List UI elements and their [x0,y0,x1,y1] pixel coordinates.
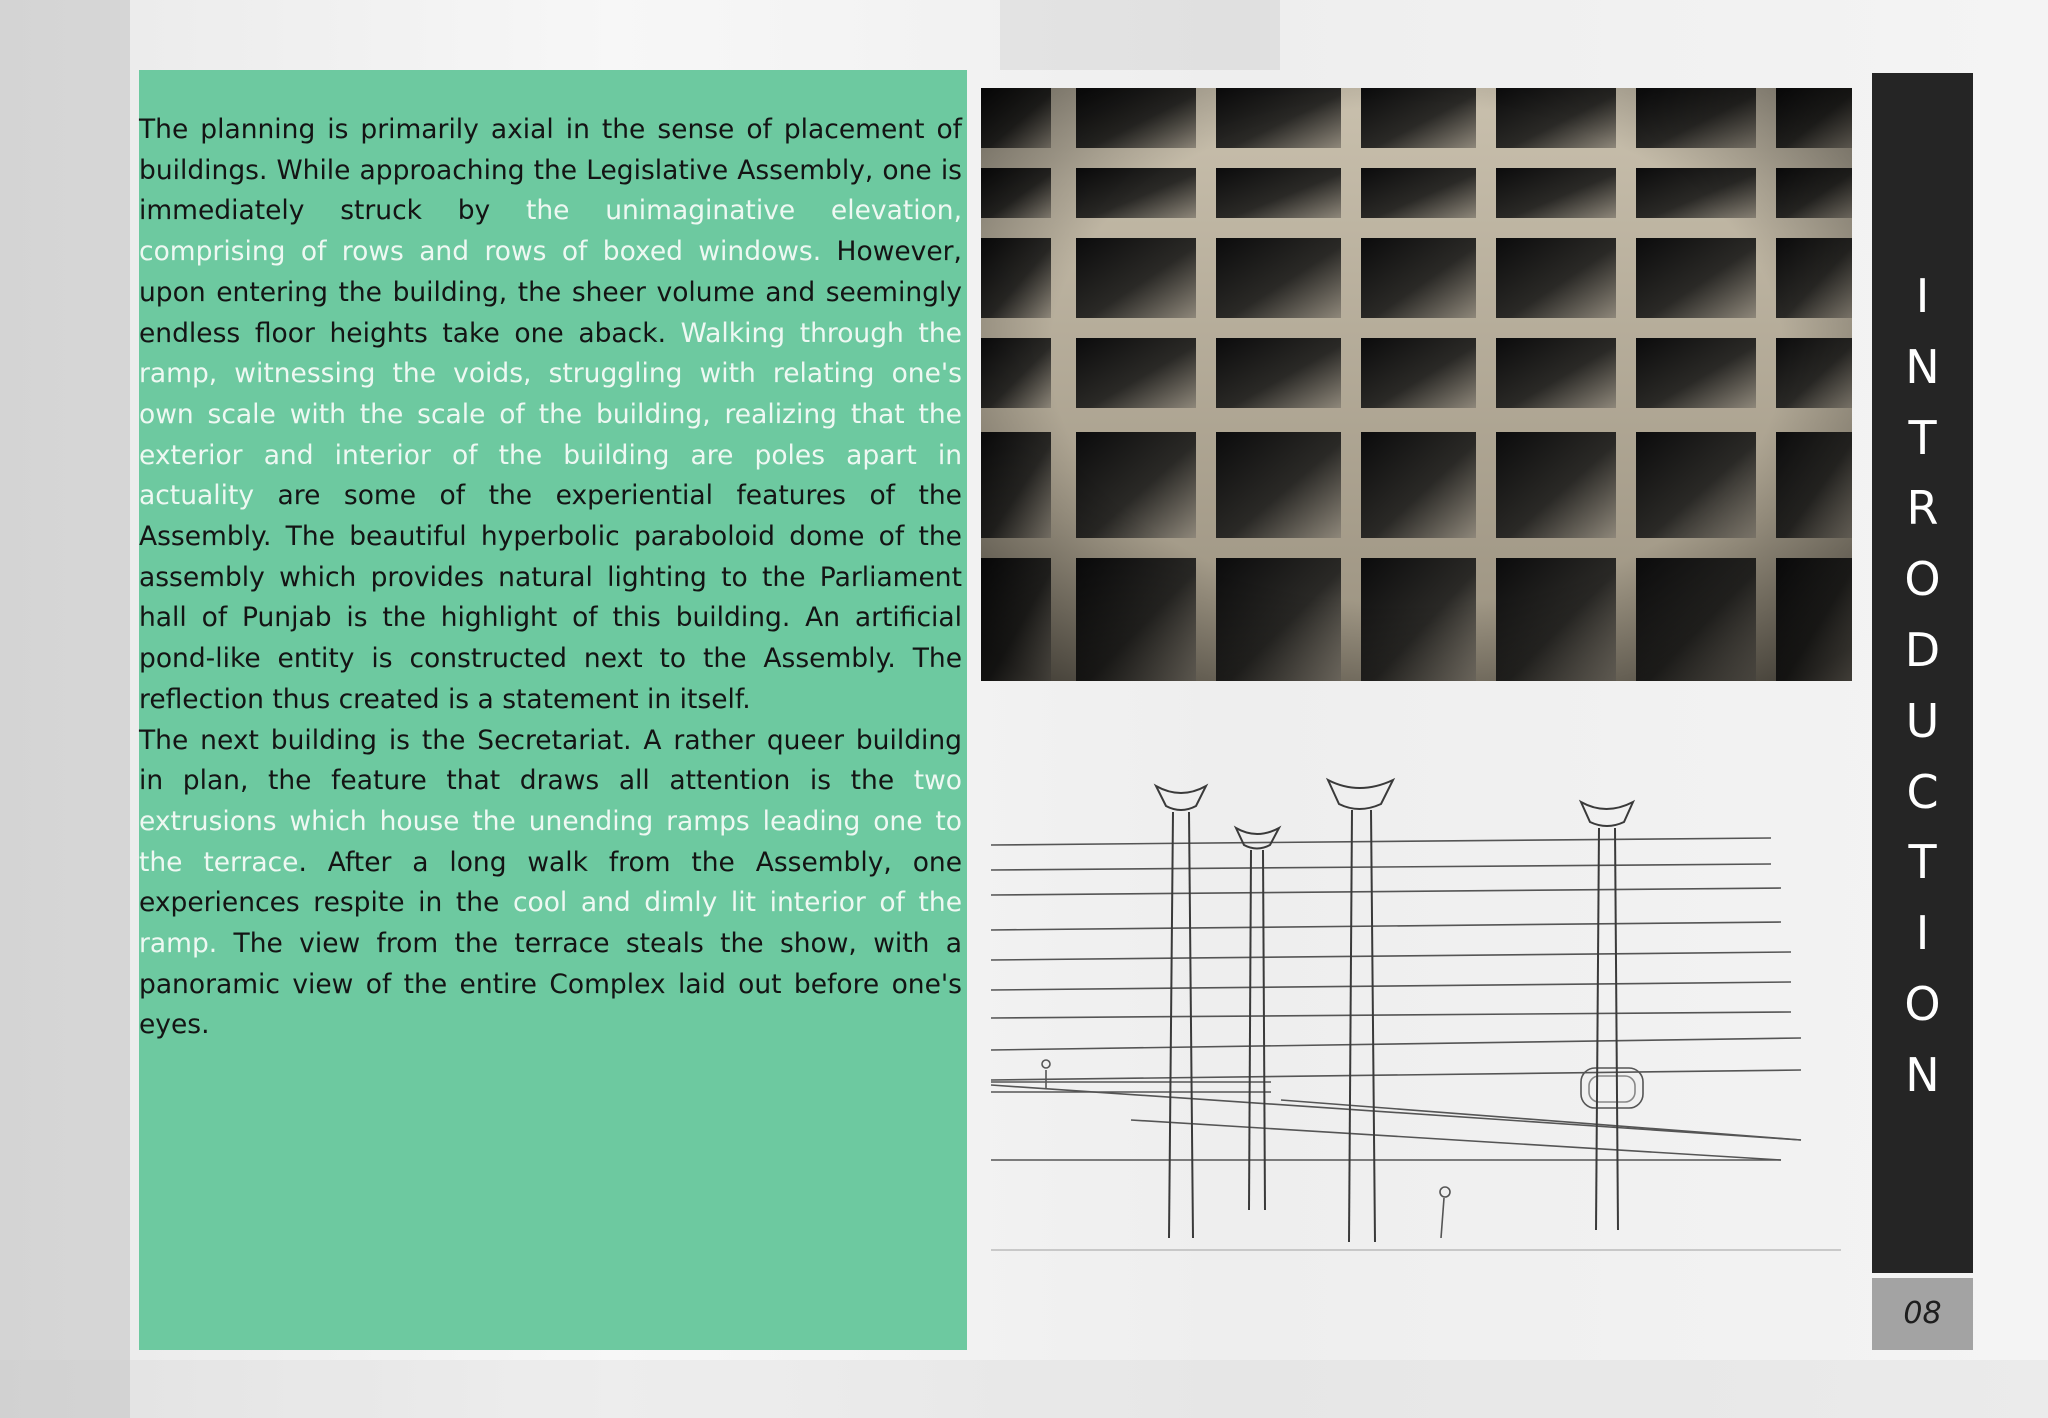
section-sidebar [1872,73,1973,1273]
highlighted-text: the unimaginative elevation, comprising of rows and rows of boxed windows. [139,195,962,268]
text-segment: The planning is primarily axial in the sense of placement of buildings. While approaching the Legislative Assembly, one is immediately struck by [139,114,962,227]
highlighted-text: cool and dimly lit interior of the ramp. [139,887,963,960]
secretariat-sketch-image [981,690,1852,1290]
background-beam [1000,0,1280,70]
section-title: I N T R O D U C T I O N [1904,269,1941,1102]
text-segment: The next building is the Secretariat. A rather queer building in plan, the feature that draws all attention is the [139,724,962,797]
background-beam [0,1360,2048,1418]
background-beam [0,0,130,1418]
facade-photo [981,88,1852,681]
text-segment: However, upon entering the building, the sheer volume and seemingly endless floor heights take one aback. [139,236,962,349]
body-text [139,110,962,1046]
text-segment: The view from the terrace steals the show, with a panoramic view of the entire Complex laid out before one's eyes. [139,928,962,1041]
page-number: 08 [1903,1296,1942,1331]
paragraph-assembly [139,110,962,721]
text-segment: . After a long walk from the Assembly, one experiences respite in the [139,846,963,919]
paragraph-secretariat [139,721,962,1047]
pilotis-sketch [981,690,1852,1290]
text-panel [139,70,967,1350]
highlighted-text: two extrusions which house the unending ramps leading one to the terrace [139,765,962,878]
page-number-box [1872,1278,1973,1350]
highlighted-text: Walking through the ramp, witnessing the voids, struggling with relating one's own scale with the scale of the building, realizing that the exterior and interior of the building are poles apart in actuality [139,317,962,512]
concrete-grid-image [981,88,1852,681]
text-segment: are some of the experiential features of the Assembly. The beautiful hyperbolic paraboloid dome of the assembly which provides natural lighting to the Parliament hall of Punjab is the highlight of this building. An artificial pond-like entity is constructed next to the Assembly. The reflection thus created is a statement in itself. [139,480,962,715]
